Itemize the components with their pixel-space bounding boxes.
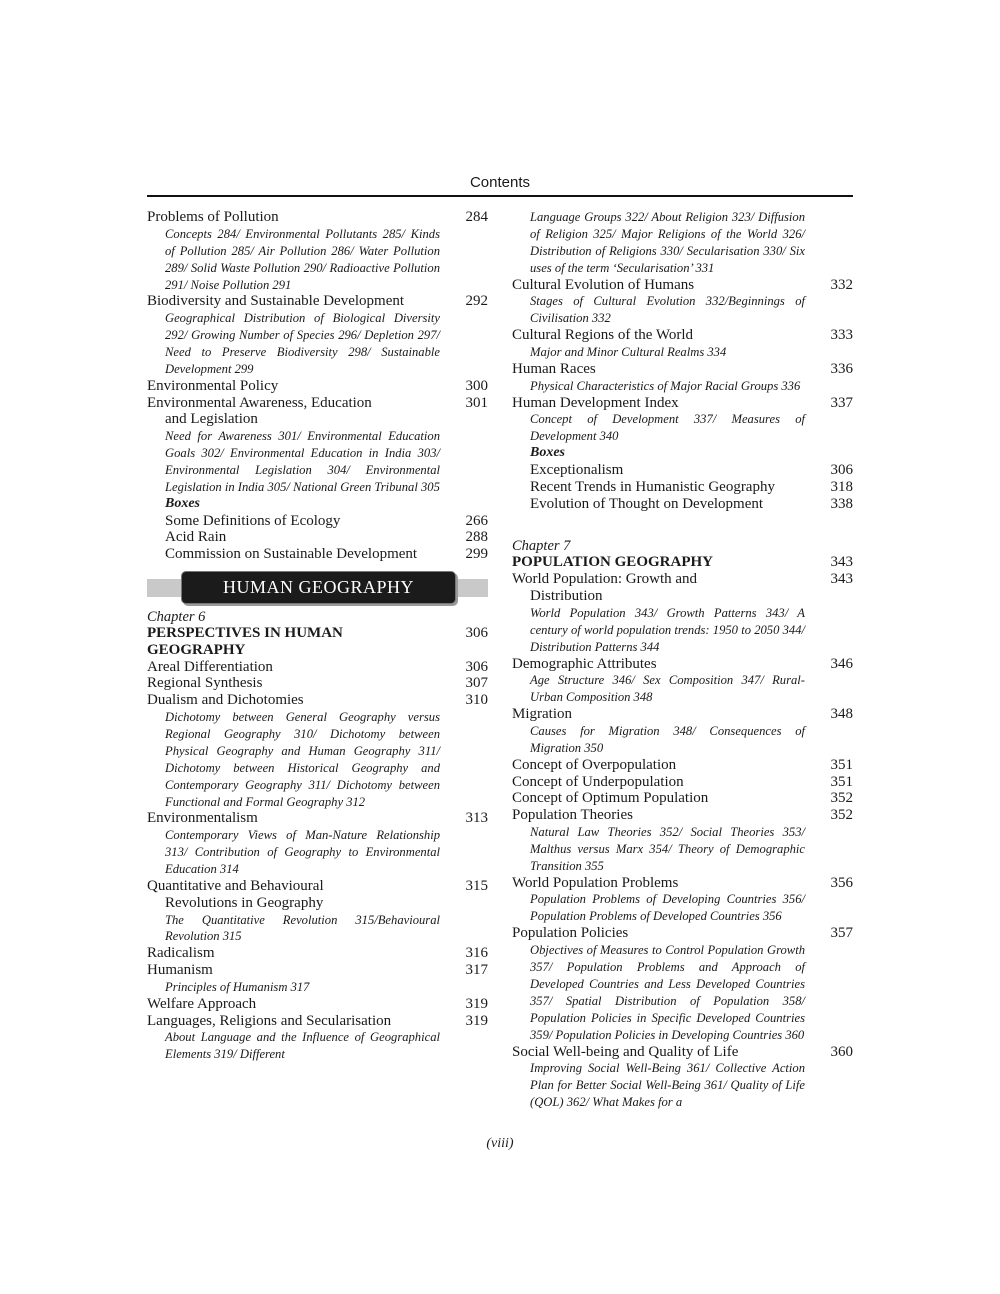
entry-page-number: 333 — [830, 327, 853, 344]
box-item — [165, 513, 488, 530]
entry-subtopics: Language Groups 322/ About Religion 323/ Diffusion of Religion 325/ Major Religions of the World 326/ Distribution of Religions 330/ Secularisation 330/ Six uses of the term ‘Secularisation’ 331 — [530, 210, 805, 275]
entry-title: Regional Synthesis — [147, 675, 263, 692]
entry-page-number: 352 — [830, 790, 853, 807]
entry-page-number: 357 — [830, 925, 853, 942]
entry-page-number: 310 — [465, 692, 488, 709]
entry-page-number: 351 — [830, 756, 853, 773]
toc-left-column — [147, 209, 488, 1063]
entry-subtopics: Dichotomy between General Geography versus Regional Geography 310/ Dichotomy between Physical Geography and Human Geography 311/ Dichotomy between Historical Geography and Contemporary Geography 311/ Dichotomy between Functional and Formal Geography 312 — [165, 710, 440, 809]
entry-title: Environmental Policy — [147, 377, 279, 394]
header-rule — [147, 195, 853, 197]
entry-page-number: 306 — [830, 462, 853, 479]
entry-subtopics: Contemporary Views of Man-Nature Relationship 313/ Contribution of Geography to Environmental Education 314 — [165, 828, 440, 877]
entry-subtopics: Concepts 284/ Environmental Pollutants 285/ Kinds of Pollution 285/ Air Pollution 286/ Water Pollution 289/ Solid Waste Pollution 290/ Radioactive Pollution 291/ Noise Pollution 291 — [165, 226, 440, 292]
entry-title: Cultural Regions of the World — [512, 327, 693, 344]
toc-entry — [512, 554, 853, 571]
boxes-heading: Boxes — [530, 445, 565, 461]
entry-page-number: 352 — [830, 807, 853, 824]
entry-title: Recent Trends in Humanistic Geography — [530, 478, 775, 495]
entry-subtopics: Major and Minor Cultural Realms 334 — [530, 345, 727, 360]
entry-title: Human Development Index — [512, 394, 679, 411]
entry-title: Biodiversity and Sustainable Development — [147, 293, 405, 310]
toc-entry — [512, 706, 853, 757]
entry-title: Exceptionalism — [530, 462, 624, 479]
entry-page-number: 316 — [465, 945, 488, 962]
entry-title: Concept of Overpopulation — [512, 756, 677, 773]
entry-subtopics: Concept of Development 337/ Measures of Development 340 — [530, 412, 805, 444]
entry-page-number: 332 — [830, 276, 853, 293]
entry-subtopics: Principles of Humanism 317 — [165, 979, 310, 994]
entry-page-number: 284 — [465, 209, 488, 225]
toc-entry — [147, 675, 488, 692]
entry-subtopics: About Language and the Influence of Geographical Elements 319/ Different — [165, 1030, 440, 1062]
box-item — [530, 462, 853, 479]
toc-entry — [512, 875, 853, 926]
entry-title: Dualism and Dichotomies — [147, 692, 304, 709]
entry-subtopics: Population Problems of Developing Countries 356/ Population Problems of Developed Countries 356 — [530, 892, 805, 924]
entry-title: Concept of Underpopulation — [512, 773, 684, 790]
entry-title: PERSPECTIVES IN HUMAN GEOGRAPHY — [147, 625, 343, 658]
entry-title: Humanism — [147, 962, 213, 979]
toc-entry — [512, 774, 853, 791]
entry-page-number: 337 — [830, 394, 853, 411]
entry-page-number: 360 — [830, 1043, 853, 1060]
toc-entry — [512, 571, 853, 655]
box-item — [165, 529, 488, 546]
entry-page-number: 351 — [830, 773, 853, 790]
entry-subtopics: Age Structure 346/ Sex Composition 347/ Rural-Urban Composition 348 — [530, 673, 805, 705]
toc-entry — [512, 790, 853, 807]
entry-subtopics: Need for Awareness 301/ Environmental Education Goals 302/ Environmental Education in India 303/ Environmental Legislation 304/ Environmental Legislation in India 305/ National Green Tribunal 305 — [165, 429, 440, 494]
toc-entry — [512, 757, 853, 774]
entry-page-number: 299 — [465, 546, 488, 563]
toc-entry-continued — [512, 209, 853, 277]
entry-title: Concept of Optimum Population — [512, 790, 709, 807]
boxes-heading: Boxes — [165, 495, 200, 511]
entry-title-continued: Distribution — [530, 588, 603, 605]
entry-page-number: 288 — [465, 529, 488, 546]
entry-subtopics: Natural Law Theories 352/ Social Theories 353/ Malthus versus Marx 354/ Theory of Demographic Transition 355 — [530, 824, 805, 873]
entry-title: Commission on Sustainable Development — [165, 546, 418, 563]
toc-entry — [512, 925, 853, 1043]
entry-subtopics: The Quantitative Revolution 315/Behavioural Revolution 315 — [165, 912, 440, 944]
entry-subtopics: World Population 343/ Growth Patterns 343/ A century of world population trends: 1950 to 2050 344/ Distribution Patterns 344 — [530, 605, 805, 654]
entry-page-number: 338 — [830, 495, 853, 512]
box-item — [165, 546, 488, 563]
toc-entry — [147, 209, 488, 293]
toc-entry — [147, 945, 488, 962]
entry-page-number: 292 — [465, 293, 488, 310]
toc-entry — [512, 361, 853, 395]
toc-right-column — [512, 209, 853, 1111]
entry-title: Demographic Attributes — [512, 655, 657, 672]
entry-page-number: 346 — [830, 655, 853, 672]
entry-title: Environmentalism — [147, 810, 258, 827]
entry-title: Radicalism — [147, 945, 215, 962]
entry-page-number: 315 — [465, 877, 488, 894]
entry-title: Migration — [512, 706, 572, 723]
entry-title: Human Races — [512, 360, 596, 377]
section-title: HUMAN GEOGRAPHY — [181, 571, 456, 604]
entry-title: Population Theories — [512, 807, 633, 824]
chapter-label: Chapter 7 — [512, 538, 571, 555]
toc-entry — [147, 625, 488, 659]
entry-page-number: 319 — [465, 1012, 488, 1029]
toc-entry — [147, 659, 488, 676]
chapter-label: Chapter 6 — [147, 609, 206, 626]
entry-title: Problems of Pollution — [147, 209, 279, 225]
toc-entry — [512, 656, 853, 707]
entry-title: Evolution of Thought on Development — [530, 495, 764, 512]
entry-title: Environmental Awareness, Education — [147, 394, 372, 411]
toc-entry — [147, 962, 488, 996]
entry-page-number: 343 — [830, 571, 853, 588]
toc-entry — [147, 878, 488, 945]
toc-entry — [147, 293, 488, 377]
entry-page-number: 336 — [830, 360, 853, 377]
box-item — [530, 479, 853, 496]
entry-title: Languages, Religions and Secularisation — [147, 1012, 392, 1029]
toc-entry — [512, 277, 853, 328]
entry-subtopics: Causes for Migration 348/ Consequences of Migration 350 — [530, 723, 805, 755]
entry-title: World Population Problems — [512, 874, 679, 891]
entry-subtopics: Improving Social Well-Being 361/ Collective Action Plan for Better Social Well-Being 361/ Quality of Life (QOL) 362/ What Makes for a — [530, 1061, 805, 1110]
entry-subtopics: Physical Characteristics of Major Racial Groups 336 — [530, 378, 801, 393]
toc-entry — [147, 692, 488, 810]
entry-page-number: 348 — [830, 706, 853, 723]
entry-subtopics: Stages of Cultural Evolution 332/Beginnings of Civilisation 332 — [530, 294, 805, 326]
entry-page-number: 306 — [465, 658, 488, 675]
entry-page-number: 343 — [830, 554, 853, 571]
entry-title: Acid Rain — [165, 529, 227, 546]
entry-title: Areal Differentiation — [147, 658, 273, 675]
toc-entry — [147, 810, 488, 878]
running-header: Contents — [469, 174, 531, 191]
toc-entry — [147, 378, 488, 395]
entry-page-number: 318 — [830, 478, 853, 495]
entry-title: Some Definitions of Ecology — [165, 512, 341, 529]
entry-page-number: 306 — [465, 625, 488, 642]
box-item — [530, 496, 853, 513]
entry-page-number: 266 — [465, 512, 488, 529]
entry-page-number: 301 — [465, 394, 488, 411]
toc-entry — [512, 395, 853, 446]
toc-entry — [147, 395, 488, 496]
toc-entry — [512, 327, 853, 361]
entry-page-number: 319 — [465, 995, 488, 1012]
entry-page-number: 356 — [830, 874, 853, 891]
entry-page-number: 317 — [465, 962, 488, 979]
entry-page-number: 307 — [465, 675, 488, 692]
entry-title-continued: and Legislation — [165, 411, 258, 428]
entry-subtopics: Geographical Distribution of Biological Diversity 292/ Growing Number of Species 296/ Depletion 297/ Need to Preserve Biodiversity 298/ Sustainable Development 299 — [165, 311, 440, 376]
section-banner — [147, 571, 488, 603]
page-number: (viii) — [486, 1136, 514, 1151]
toc-entry — [512, 807, 853, 875]
entry-title-continued: Revolutions in Geography — [165, 894, 324, 911]
entry-subtopics: Objectives of Measures to Control Population Growth 357/ Population Problems and Approach of Developed Countries and Less Developed Countries 357/ Spatial Distribution of Population 358/ Population Policies in Specific Developed Countries 359/ Population Policies in Developing Countries 360 — [530, 943, 805, 1042]
entry-title: Social Well-being and Quality of Life — [512, 1043, 739, 1060]
entry-title: Cultural Evolution of Humans — [512, 276, 695, 293]
entry-title: Welfare Approach — [147, 995, 257, 1012]
entry-title: World Population: Growth and — [512, 571, 698, 588]
entry-page-number: 313 — [465, 810, 488, 827]
toc-entry — [147, 1013, 488, 1064]
entry-title: Population Policies — [512, 925, 629, 942]
entry-title: Quantitative and Behavioural — [147, 877, 324, 894]
entry-title: POPULATION GEOGRAPHY — [512, 554, 713, 571]
toc-entry — [147, 996, 488, 1013]
entry-page-number: 300 — [465, 377, 488, 394]
toc-entry — [512, 1044, 853, 1112]
